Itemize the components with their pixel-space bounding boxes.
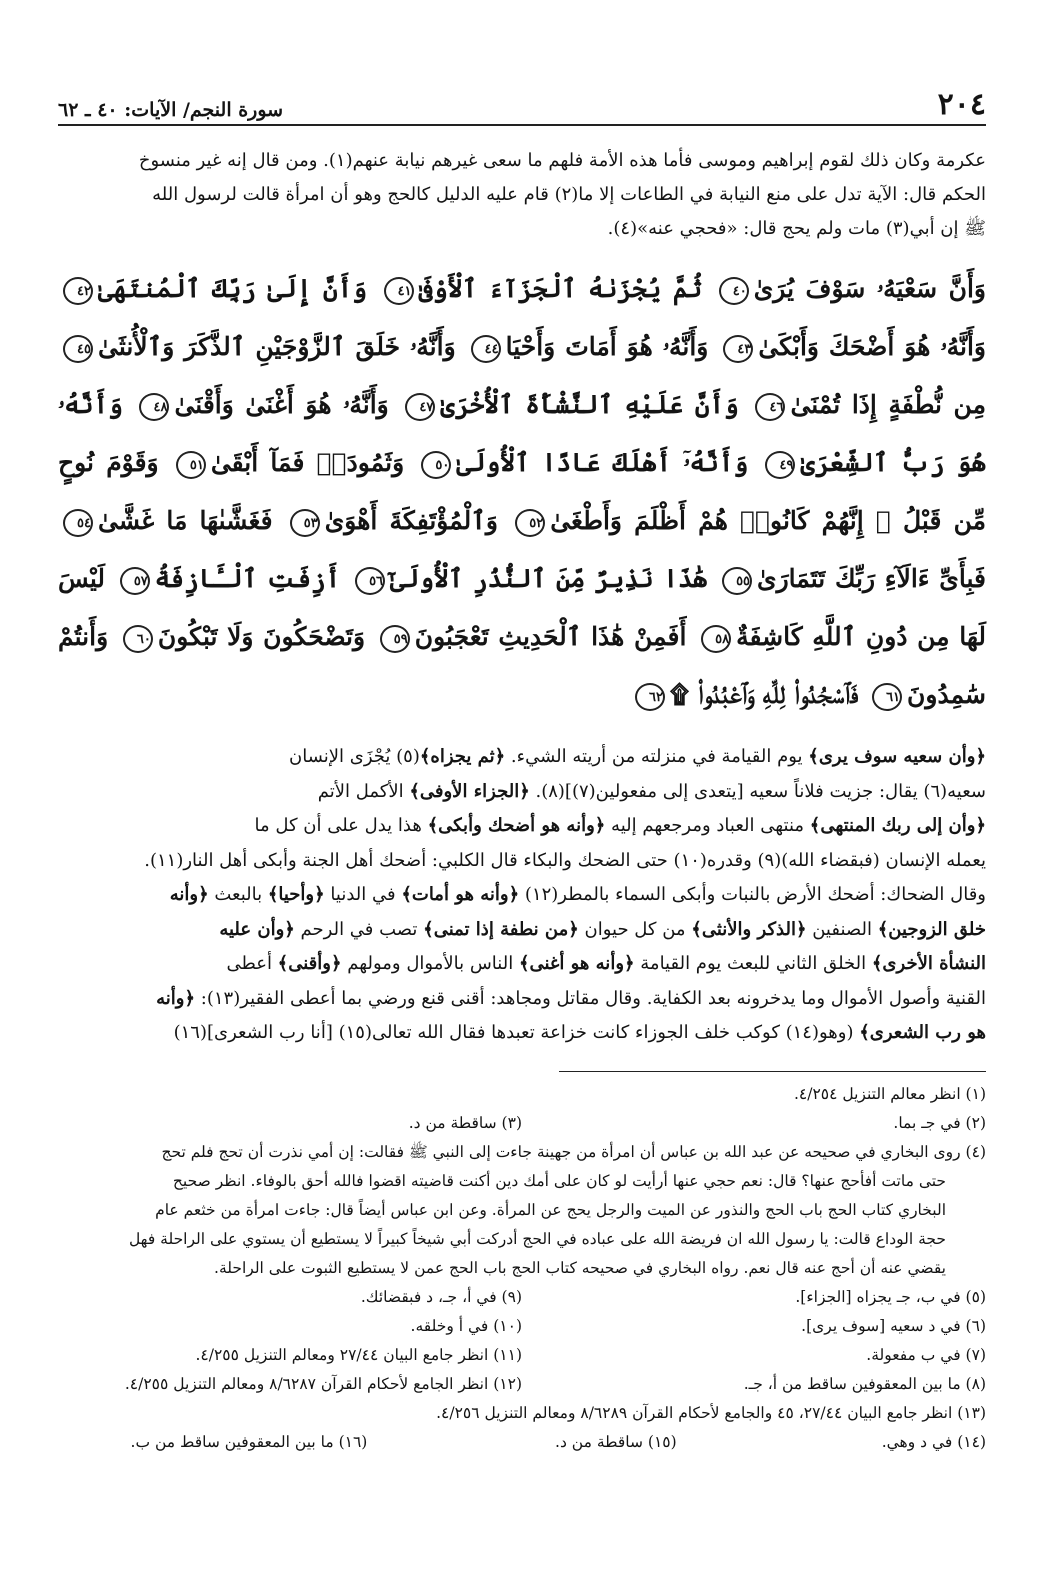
verse-text: وَأَنَّهُۥ هُوَ أَغْنَىٰ وَأَقْنَىٰ (174, 390, 389, 419)
verse-text: وَأَنَّ إِلَىٰ رَبِّكَ ٱلْمُنتَهَىٰ (98, 274, 367, 303)
footnote-continuation: يقضي عنه أن أحج عنه قال نعم. رواه البخاري في صحيحه كتاب الحج باب الحج عمن لا يستطيع الثبوت على الراحلة. (214, 1258, 946, 1277)
ayah-number-marker: ٥١ (176, 451, 206, 479)
quoted-verse-phrase: ﴿وأنه هو أغنى﴾ (518, 953, 635, 974)
commentary-line (58, 844, 986, 879)
footnote: (٥) في ب، جـ يجزاه [الجزاء]. (795, 1287, 986, 1306)
ayah-number-marker: ٥٧ (120, 567, 150, 595)
ayah-number-marker: ٥٩ (380, 625, 410, 653)
quoted-verse-phrase: ﴿وأنه هو أمات﴾ (401, 884, 520, 905)
intro-paragraph (58, 144, 986, 246)
verse-text: وَقَوْمَ نُوحٍ مِّن قَبْلُ ۖ إِنَّهُمْ كَانُوا۟ هُمْ أَظْلَمَ وَأَطْغَىٰ (58, 448, 986, 535)
quoted-verse-phrase: ﴿وأن عليه (219, 918, 295, 940)
footnote: (١٦) ما بين المعقوفين ساقط من ب. (130, 1432, 368, 1451)
ayah-number-marker: ٥٨ (701, 625, 731, 653)
footnote: (٣) ساقطة من د. (408, 1113, 522, 1132)
footnote: (٩) في أ، جـ، د فبقضائك. (360, 1287, 522, 1306)
ayah-number-marker: ٥٠ (421, 451, 451, 479)
commentary-line (58, 913, 986, 948)
commentary-text: الأكمل الأتم (317, 780, 410, 802)
quoted-verse-phrase: ﴿ثم يجزاه﴾ (419, 746, 506, 767)
commentary-text: الخلق الثاني للبعث يوم القيامة (634, 953, 872, 974)
commentary-text: الناس بالأموال ومولهم (341, 953, 519, 974)
ayah-number-marker: ٤٨ (139, 393, 169, 421)
verse-text: فَٱسْجُدُوا۟ لِلَّهِ وَٱعْبُدُوا۟ ۩ (670, 680, 859, 709)
commentary-text: (٥) يُجْزَى الإنسان (288, 746, 420, 767)
verse-text: لَيْسَ لَهَا مِن دُونِ ٱللَّهِ كَاشِفَةٌ (58, 564, 987, 651)
ayah-number-marker: ٦١ (872, 683, 902, 711)
commentary-text: (وهو(١٤) كوكب خلف الجوزاء كانت خزاعة تعبدها فقال الله تعالى(١٥) [أنا رب الشعرى](١٦) (173, 1022, 860, 1043)
footnote-row (58, 1428, 986, 1457)
commentary-line (58, 775, 986, 810)
ayah-number-marker: ٤٦ (755, 393, 785, 421)
footnote-row (58, 1283, 986, 1312)
footnote: (٦) في د سعيه [سوف يرى]. (801, 1316, 986, 1335)
commentary-text: يوم القيامة في منزلته من أريته الشيء. (505, 746, 809, 767)
footnote-row (58, 1370, 986, 1399)
intro-line: ﷺ إن أبي(٣) مات ولم يحج قال: «فحجي عنه»(٤). (607, 218, 986, 239)
ayah-number-marker: ٤٧ (405, 393, 435, 421)
ayah-number-marker: ٤٩ (765, 451, 795, 479)
quran-verses-block (58, 260, 986, 724)
footnote: (٨) ما بين المعقوفين ساقط من أ، جـ. (743, 1374, 986, 1393)
quoted-verse-phrase: ﴿وأنه (169, 884, 209, 905)
quoted-verse-phrase: ﴿وأن إلى ربك المنتهى﴾ (809, 815, 986, 836)
verse-text: وَأَنتُمْ سَٰمِدُونَ (58, 622, 986, 709)
quoted-verse-phrase: ﴿وأحيا﴾ (267, 884, 325, 905)
intro-line: الحكم قال: الآية تدل على منع النيابة في الطاعات إلا ما(٢) قام عليه الدليل كالحج وهو أن امرأة قالت لرسول الله (152, 184, 986, 205)
footnote: (١٢) انظر الجامع لأحكام القرآن ٨/٦٢٨٧ ومعالم التنزيل ٤/٢٥٥. (124, 1374, 522, 1393)
quoted-verse-phrase: خلق الزوجين﴾ (877, 918, 986, 940)
commentary-text: منتهى العباد ومرجعهم إليه (605, 815, 810, 836)
ayah-number-marker: ٦٠ (123, 625, 153, 653)
verse-text: مِن نُّطْفَةٍ إِذَا تُمْنَىٰ (790, 390, 986, 419)
commentary-text: الصنفين (806, 918, 878, 940)
verse-text: وَتَضْحَكُونَ وَلَا تَبْكُونَ (157, 622, 366, 651)
quoted-verse-phrase: ﴿الذكر والأنثى﴾ (691, 918, 807, 940)
verse-text: وَأَنَّهُۥ هُوَ رَبُّ ٱلشِّعْرَىٰ (58, 390, 986, 477)
verse-text: وَأَنَّهُۥٓ أَهْلَكَ عَادًا ٱلْأُولَىٰ (456, 448, 749, 477)
quoted-verse-phrase: هو رب الشعرى﴾ (859, 1022, 986, 1043)
footnote: (١٥) ساقطة من د. (555, 1432, 677, 1451)
page-header (58, 80, 986, 126)
verse-text: وَأَنَّهُۥ خَلَقَ ٱلزَّوْجَيْنِ ٱلذَّكَرَ وَٱلْأُنثَىٰ (98, 332, 456, 361)
verse-text: أَفَمِنْ هَٰذَا ٱلْحَدِيثِ تَعْجَبُونَ (414, 622, 687, 651)
quoted-verse-phrase: النشأة الأخرى﴾ (871, 953, 986, 974)
commentary-line (58, 878, 986, 913)
commentary-line (58, 809, 986, 844)
commentary-text: من كل حيوان (578, 918, 692, 940)
footnote: (١٣) انظر جامع البيان ٢٧/٤٤، ٤٥ والجامع لأحكام القرآن ٨/٦٢٨٩ ومعالم التنزيل ٤/٢٥٦. (436, 1403, 986, 1422)
verse-text: وَأَنَّ عَلَيْهِ ٱلنَّشْأَةَ ٱلْأُخْرَىٰ (440, 390, 739, 419)
ayah-number-marker: ٦٢ (635, 683, 665, 711)
ayah-number-marker: ٤٣ (723, 335, 753, 363)
ayah-number-marker: ٥٣ (290, 509, 320, 537)
commentary-text: تصب في الرحم (294, 918, 424, 940)
ayah-number-marker: ٥٤ (63, 509, 93, 537)
footnote-row (58, 1312, 986, 1341)
ayah-number-marker: ٥٦ (355, 567, 385, 595)
commentary-line (58, 1016, 986, 1051)
footnote-row (58, 1109, 986, 1138)
ayah-number-marker: ٤١ (384, 277, 414, 305)
footnote-continuation: حتى ماتت أفأحج عنها؟ قال: نعم حجي عنها أرأيت لو كان على أمك دين أكنت قاضيته اقضوا فالله أحق بالوفاء. انظر صحيح (172, 1171, 946, 1190)
verse-text: ثُمَّ يُجْزَىٰهُ ٱلْجَزَآءَ ٱلْأَوْفَىٰ (418, 274, 703, 303)
verse-text: فَبِأَىِّ ءَالَآءِ رَبِّكَ تَتَمَارَىٰ (757, 564, 986, 593)
intro-line: عكرمة وكان ذلك لقوم إبراهيم وموسى فأما هذه الأمة فلهم ما سعى غيرهم نيابة عنهم(١). ومن قال إنه غير منسوخ (138, 150, 986, 171)
verse-text: أَزِفَتِ ٱلْـَٔازِفَةُ (154, 564, 341, 593)
verse-text: وَٱلْمُؤْتَفِكَةَ أَهْوَىٰ (324, 506, 499, 535)
quoted-verse-phrase: ﴿وأقنى﴾ (277, 953, 342, 974)
ayah-number-marker: ٤٠ (719, 277, 749, 305)
verse-text: وَثَمُودَا۟ فَمَآ أَبْقَىٰ (210, 448, 405, 477)
footnote-continuation: البخاري كتاب الحج باب الحج والنذور عن الميت والرجل يحج عن المرأة. وعن ابن عباس أيضاً قال: جاءت امرأة من خثعم عام (155, 1200, 946, 1219)
commentary-text: وقال الضحاك: أضحك الأرض بالنبات وأبكى السماء بالمطر(١٢) (519, 884, 986, 905)
footnote: (١) انظر معالم التنزيل ٤/٢٥٤. (793, 1084, 986, 1103)
page-number: ٢٠٤ (937, 87, 986, 122)
verse-text: وَأَنَّ سَعْيَهُۥ سَوْفَ يُرَىٰ (753, 274, 986, 303)
footnote-continuation: حجة الوداع قالت: يا رسول الله ان فريضة الله على عباده في الحج أدركت أبي شيخاً كبيراً لا يستطيع أن يستوي على الراحلة فهل (128, 1229, 946, 1248)
running-title: سورة النجم/ الآيات: ٤٠ ـ ٦٢ (58, 99, 284, 121)
footnote-separator (559, 1071, 986, 1072)
commentary-text: أعطى (226, 953, 278, 974)
quoted-verse-phrase: ﴿من نطفة إذا تمنى﴾ (423, 918, 579, 940)
commentary-text: في الدنيا (324, 884, 402, 905)
verse-text: هَٰذَا نَذِيرٌ مِّنَ ٱلنُّذُرِ ٱلْأُولَىٰٓ (390, 564, 708, 593)
footnote: (٧) في ب مفعولة. (866, 1345, 986, 1364)
quoted-verse-phrase: ﴿وأن سعيه سوف يرى﴾ (808, 746, 986, 767)
commentary-text: هذا يدل على أن كل ما (254, 815, 428, 836)
commentary-line (58, 947, 986, 982)
commentary-text: بالبعث (208, 884, 268, 905)
footnote: (٢) في جـ بما. (893, 1113, 986, 1132)
footnote: (١٠) في أ وخلقه. (410, 1316, 522, 1335)
commentary-section (58, 740, 986, 1051)
verse-text: وَأَنَّهُۥ هُوَ أَضْحَكَ وَأَبْكَىٰ (758, 332, 986, 361)
quoted-verse-phrase: ﴿وأنه هو أضحك وأبكى﴾ (427, 815, 606, 836)
commentary-line (58, 982, 986, 1017)
commentary-line (58, 740, 986, 775)
footnote: (١١) انظر جامع البيان ٢٧/٤٤ ومعالم التنزيل ٤/٢٥٥. (195, 1345, 522, 1364)
ayah-number-marker: ٤٢ (63, 277, 93, 305)
ayah-number-marker: ٤٥ (63, 335, 93, 363)
ayah-number-marker: ٥٥ (722, 567, 752, 595)
verse-text: وَأَنَّهُۥ هُوَ أَمَاتَ وَأَحْيَا (505, 332, 709, 361)
quoted-verse-phrase: ﴿وأنه (156, 987, 196, 1009)
commentary-text: سعيه(٦) يقال: جزيت فلاناً سعيه [يتعدى إلى مفعولين(٧)](٨). (529, 780, 986, 802)
commentary-text: القنية وأصول الأموال وما يدخرونه بعد الكفاية. وقال مقاتل ومجاهد: أقنى قنع ورضي بما أعطى الفقير(١٣): (195, 987, 986, 1009)
commentary-text: يعمله الإنسان (فبقضاء الله)(٩) وقدره(١٠) حتى الضحك والبكاء قال الكلبي: أضحك أهل الجنة وأبكى أهل النار(١١). (144, 849, 986, 871)
verse-text: فَغَشَّىٰهَا مَا غَشَّىٰ (98, 506, 273, 535)
ayah-number-marker: ٤٤ (471, 335, 501, 363)
footnotes (58, 1080, 986, 1457)
footnote: (١٤) في د وهي. (881, 1432, 986, 1451)
footnote: (٤) روى البخاري في صحيحه عن عبد الله بن عباس أن امرأة من جهينة جاءت إلى النبي ﷺ فقالت: إن أمي نذرت أن تحج فلم تحج (161, 1142, 986, 1161)
footnote-row (58, 1341, 986, 1370)
quoted-verse-phrase: ﴿الجزاء الأوفى﴾ (409, 780, 530, 802)
ayah-number-marker: ٥٢ (515, 509, 545, 537)
